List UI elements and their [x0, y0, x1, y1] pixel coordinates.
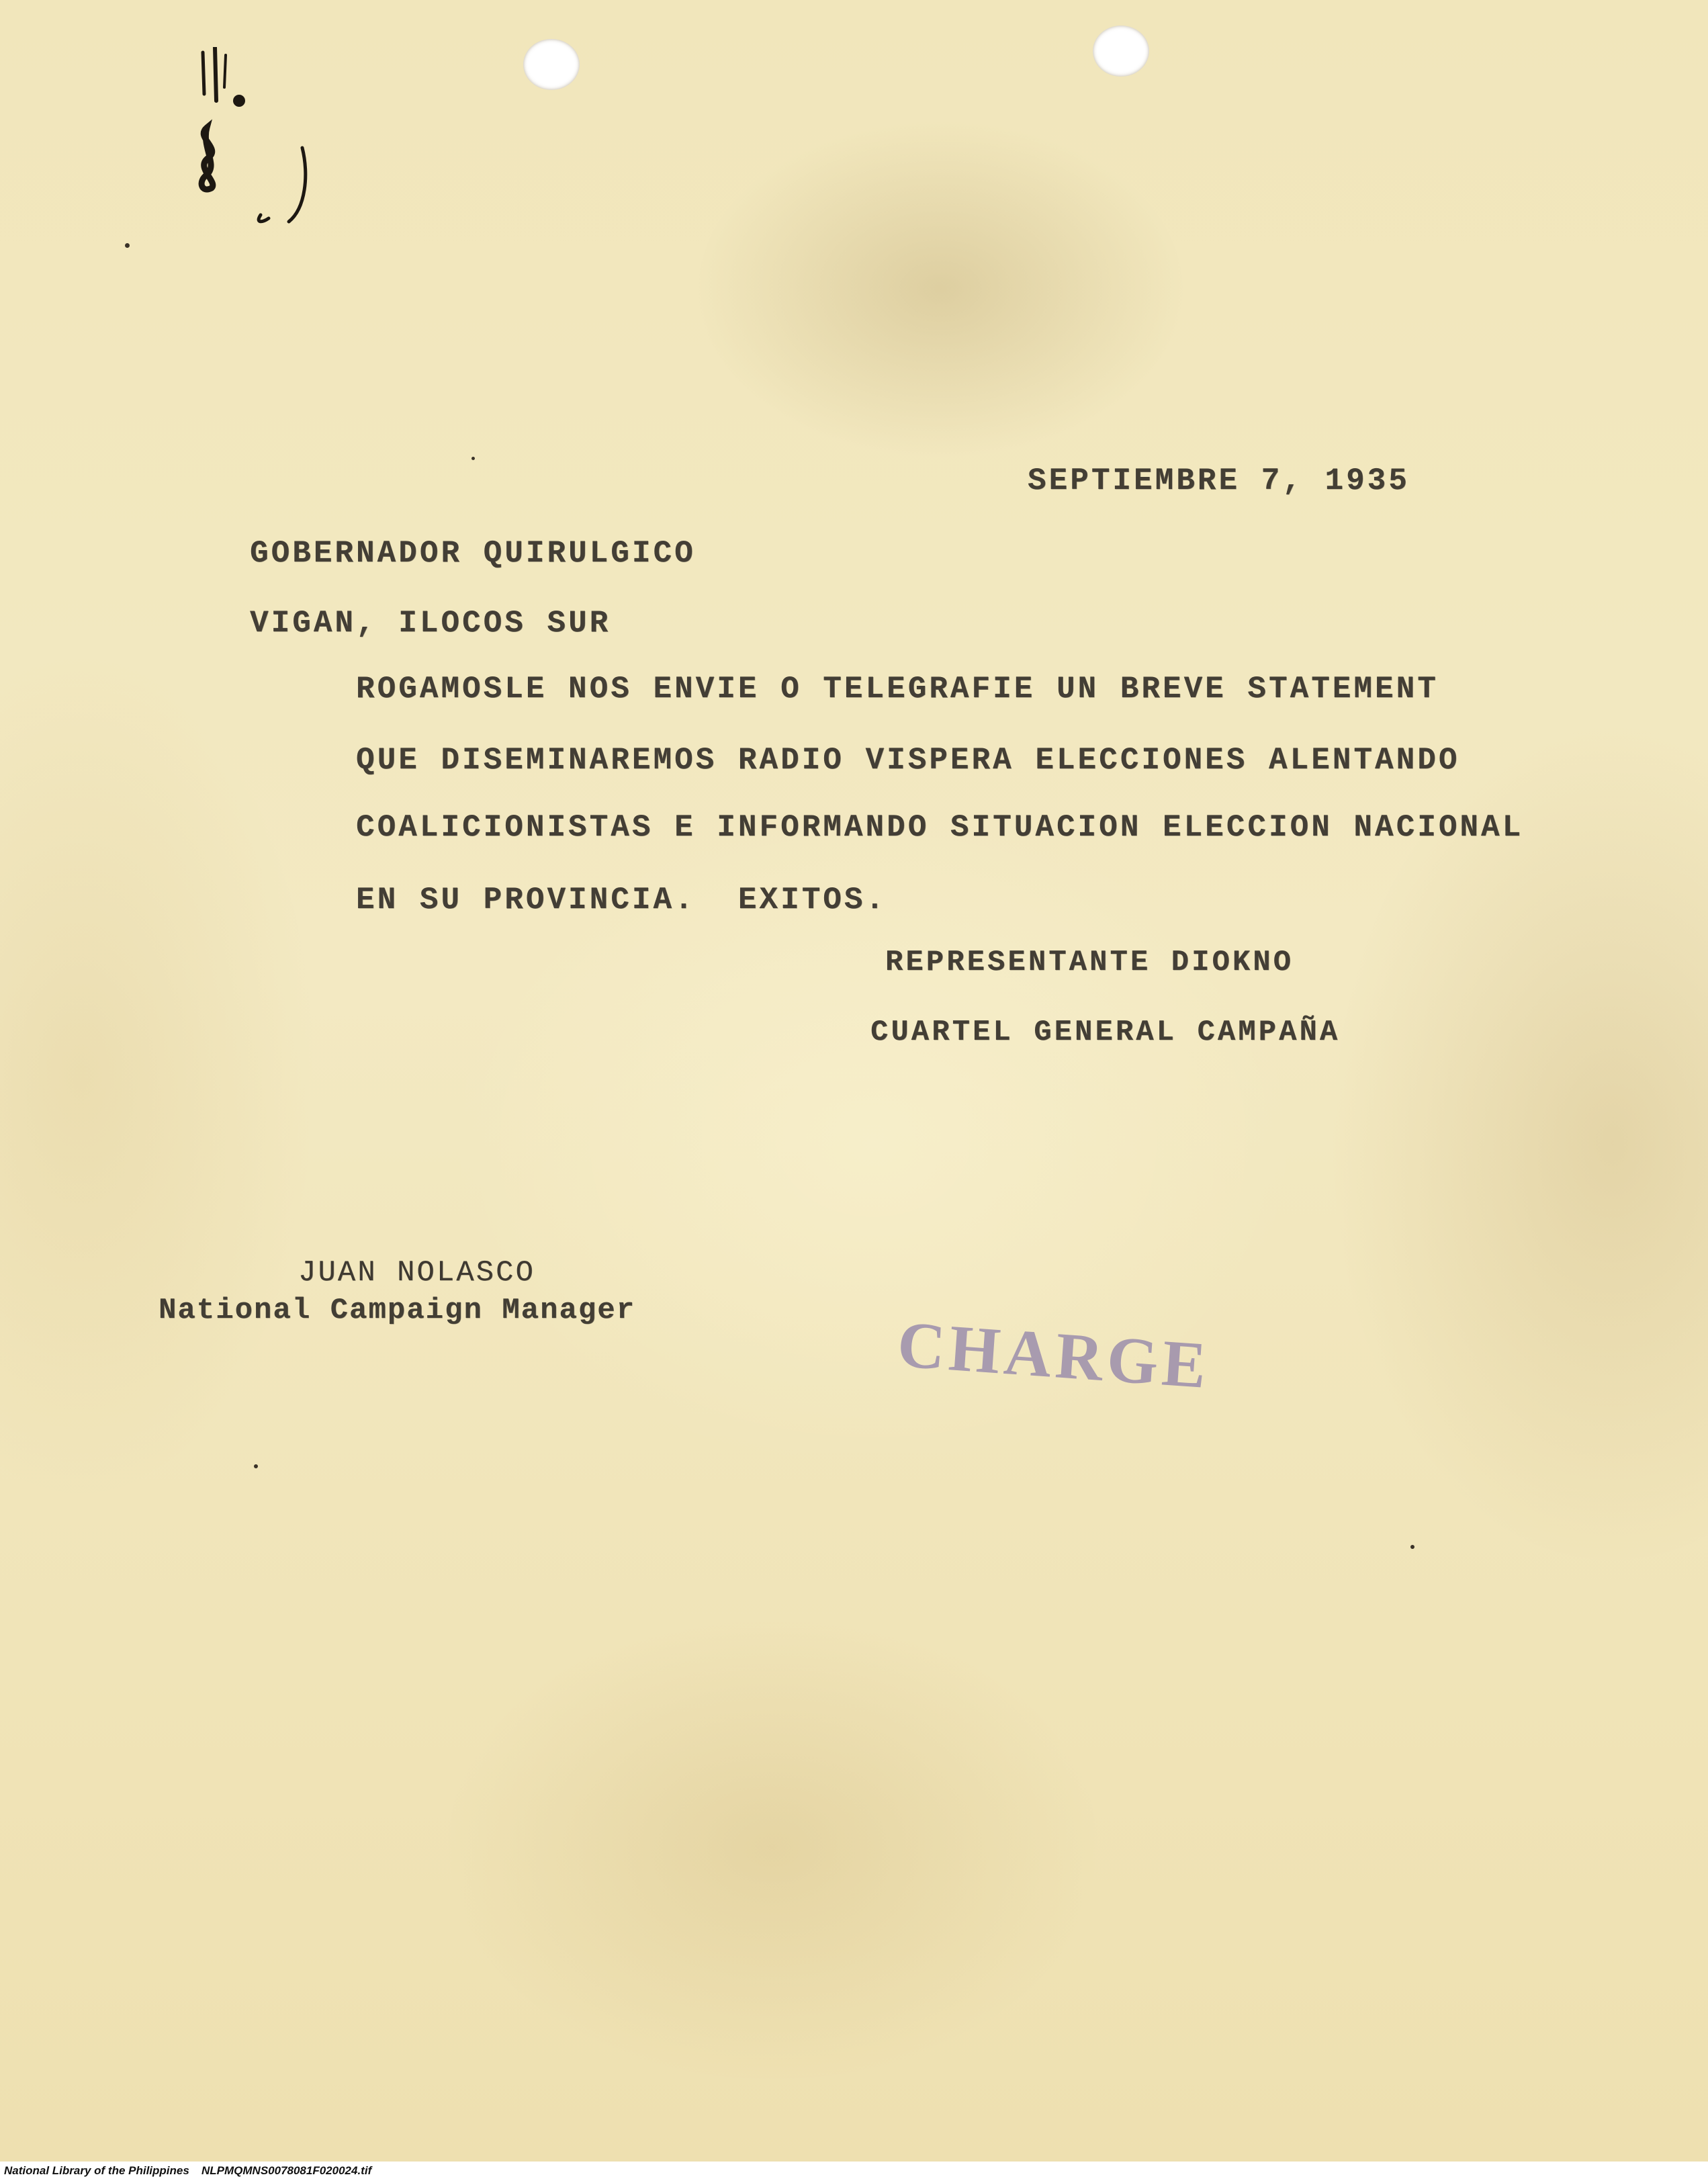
signature-name: REPRESENTANTE DIOKNO — [885, 946, 1294, 979]
punch-hole — [1093, 26, 1149, 77]
addressee: GOBERNADOR QUIRULGICO — [250, 536, 696, 571]
ink-speck — [125, 243, 130, 248]
addressee-city: VIGAN, ILOCOS SUR — [250, 606, 611, 641]
file-caption: NLPMQMNS0078081F020024.tif — [201, 2164, 372, 2177]
body-line: EN SU PROVINCIA. EXITOS. — [356, 883, 887, 918]
charge-stamp: CHARGE — [895, 1308, 1213, 1403]
handwritten-mark — [181, 47, 336, 235]
letter-date: SEPTIEMBRE 7, 1935 — [1028, 463, 1410, 498]
body-line: ROGAMOSLE NOS ENVIE O TELEGRAFIE UN BREVE STATEMENT — [356, 672, 1439, 707]
library-caption: National Library of the Philippines — [4, 2164, 189, 2177]
ink-speck — [1410, 1545, 1414, 1549]
body-line: COALICIONISTAS E INFORMANDO SITUACION ELECCION NACIONAL — [356, 810, 1524, 845]
ink-speck — [471, 457, 475, 460]
sender-title: National Campaign Manager — [159, 1294, 636, 1327]
ink-speck — [254, 1464, 258, 1468]
sender-name: JUAN NOLASCO — [298, 1256, 535, 1290]
body-line: QUE DISEMINAREMOS RADIO VISPERA ELECCIONES ALENTANDO — [356, 743, 1460, 778]
signature-title: CUARTEL GENERAL CAMPAÑA — [870, 1016, 1341, 1049]
punch-hole — [523, 39, 580, 90]
